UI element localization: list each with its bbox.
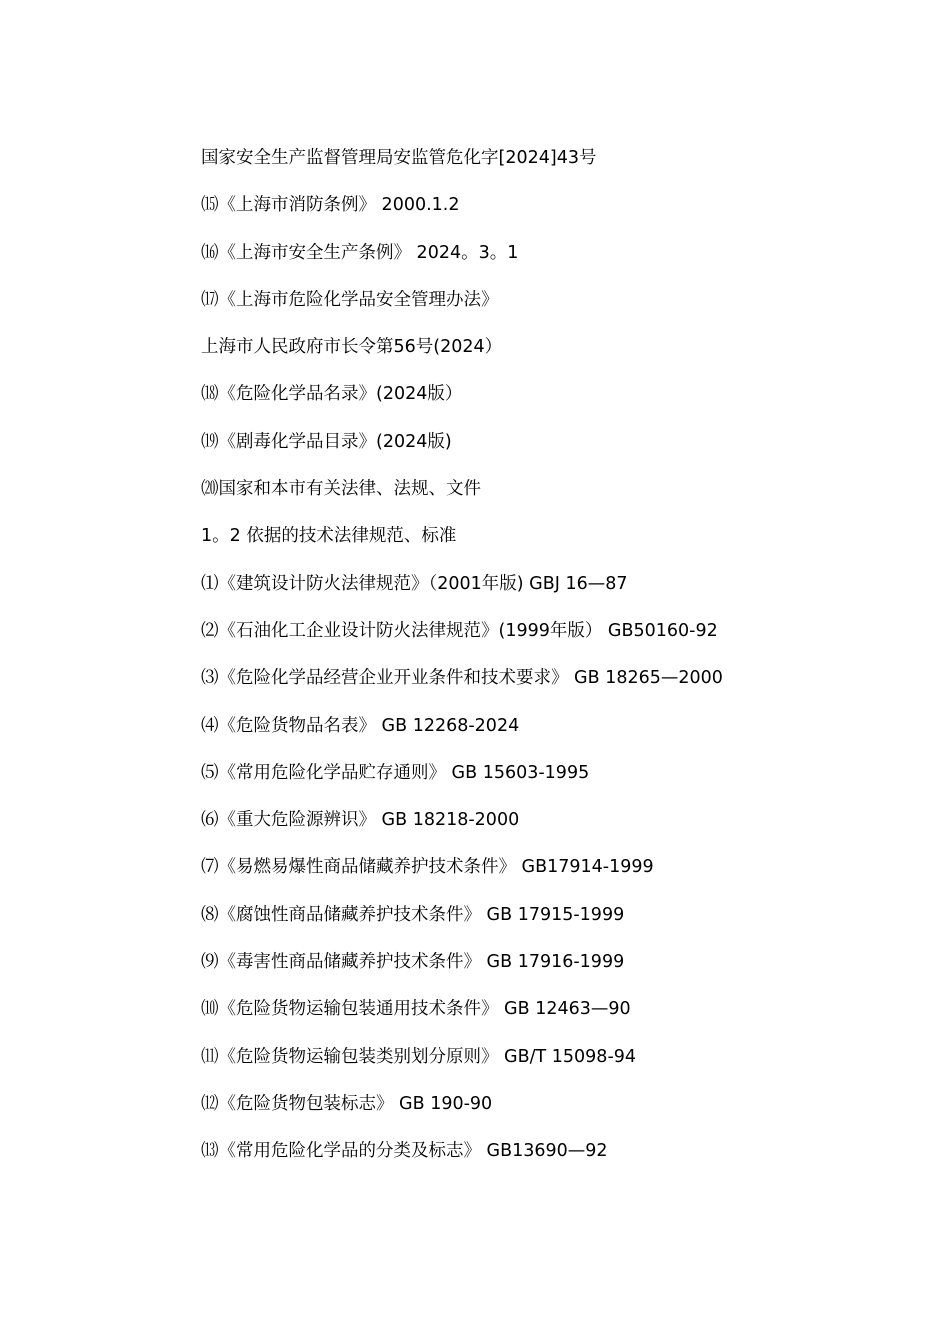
text-line: ⑻《腐蚀性商品储藏养护技术条件》 GB 17915-1999 <box>201 904 625 925</box>
text-line: 国家安全生产监督管理局安监管危化字[2024]43号 <box>201 148 597 168</box>
text-line: ⒆《剧毒化学品目录》(2024版) <box>201 431 452 452</box>
text-line: ⑵《石油化工企业设计防火法律规范》(1999年版） GB50160-92 <box>201 620 718 641</box>
section-heading: 1。2 依据的技术法律规范、标准 <box>201 526 457 547</box>
text-line: ⒅《危险化学品名录》(2024版） <box>201 384 463 405</box>
document-body <box>201 144 901 1185</box>
text-line: ⒂《上海市消防条例》 2000.1.2 <box>201 195 460 216</box>
text-line: ⒄《上海市危险化学品安全管理办法》 <box>201 289 499 310</box>
text-line: ⒃《上海市安全生产条例》 2024。3。1 <box>201 242 519 263</box>
text-line: ⑽《危险货物运输包装通用技术条件》 GB 12463—90 <box>201 999 631 1020</box>
text-line: ⑴《建筑设计防火法律规范》（2001年版) GBJ 16—87 <box>201 573 628 594</box>
text-line: ⑷《危险货物品名表》 GB 12268-2024 <box>201 715 520 736</box>
text-line: ⑺《易燃易爆性商品储藏养护技术条件》 GB17914-1999 <box>201 857 654 878</box>
text-line: ⑾《危险货物运输包装类别划分原则》 GB/T 15098-94 <box>201 1046 637 1067</box>
text-line: ⒇国家和本市有关法律、法规、文件 <box>201 479 481 500</box>
text-line: ⑿《危险货物包装标志》 GB 190-90 <box>201 1093 493 1114</box>
text-line: ⑸《常用危险化学品贮存通则》 GB 15603-1995 <box>201 762 590 783</box>
text-line: ⒀《常用危险化学品的分类及标志》 GB13690—92 <box>201 1141 608 1162</box>
text-line: ⑼《毒害性商品储藏养护技术条件》 GB 17916-1999 <box>201 952 625 973</box>
text-line: 上海市人民政府市长令第56号(2024） <box>201 337 503 358</box>
text-line: ⑶《危险化学品经营企业开业条件和技术要求》 GB 18265—2000 <box>201 668 723 689</box>
text-line: ⑹《重大危险源辨识》 GB 18218-2000 <box>201 810 520 831</box>
